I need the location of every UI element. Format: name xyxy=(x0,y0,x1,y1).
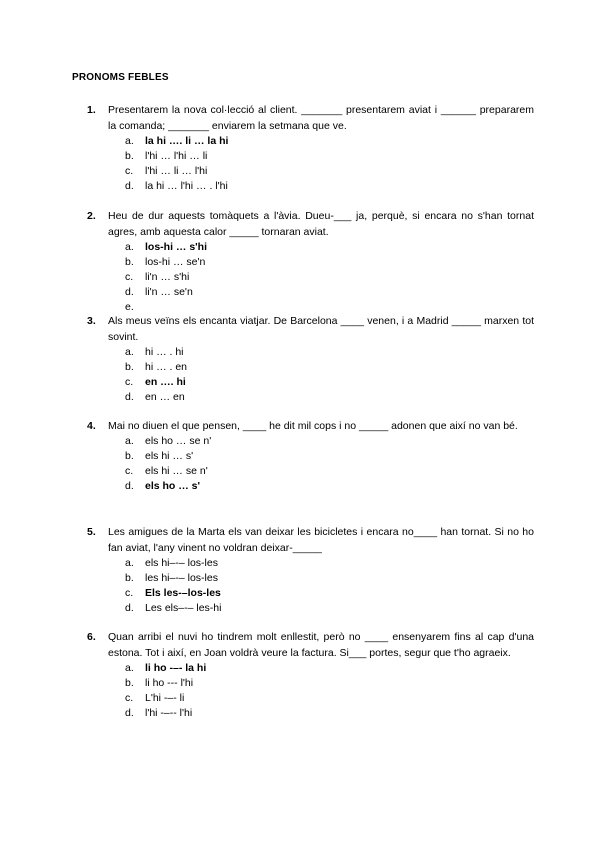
option-b[interactable] xyxy=(125,255,534,270)
option-text: en …. hi xyxy=(145,376,186,388)
option-letter: d. xyxy=(125,602,134,614)
option-list xyxy=(125,661,534,721)
question-number: 3. xyxy=(87,315,96,327)
option-text: li'n … se'n xyxy=(145,286,193,298)
question-text: Les amigues de la Marta els van deixar les bicicletes i encara no____ han tornat. Si no ho fan aviat, l'any vinent no voldran deixar-_____ xyxy=(108,526,534,554)
option-b[interactable] xyxy=(125,449,534,464)
question-number: 4. xyxy=(87,420,96,432)
option-letter: b. xyxy=(125,572,134,584)
option-c[interactable] xyxy=(125,691,534,706)
option-b[interactable] xyxy=(125,571,534,586)
option-list xyxy=(125,345,534,405)
option-d[interactable] xyxy=(125,390,534,405)
question-number: 6. xyxy=(87,631,96,643)
option-c[interactable] xyxy=(125,375,534,390)
option-text: l'hi -–-- l'hi xyxy=(145,707,193,719)
option-text: la hi … l'hi … . l'hi xyxy=(145,180,228,192)
option-text: hi … . en xyxy=(145,361,188,373)
question-text: Als meus veïns els encanta viatjar. De Barcelona ____ venen, i a Madrid _____ marxen tot sovint. xyxy=(108,315,534,343)
option-a[interactable] xyxy=(125,240,534,255)
question-number: 1. xyxy=(87,104,96,116)
option-letter: b. xyxy=(125,450,134,462)
option-text: L'hi -–- li xyxy=(145,692,185,704)
option-letter: c. xyxy=(125,465,134,477)
option-letter: d. xyxy=(125,480,134,492)
option-a[interactable] xyxy=(125,134,534,149)
option-letter: c. xyxy=(125,587,134,599)
question-6 xyxy=(87,629,534,721)
question-text: Quan arribi el nuvi ho tindrem molt enllestit, però no ____ ensenyarem fins al cap d'una estona. Tot i així, en Joan voldrà veure la factura. Si___ portes, segur que t'ho agraeix. xyxy=(108,631,534,659)
option-text: els ho … se n' xyxy=(145,435,212,447)
option-letter: a. xyxy=(125,557,134,569)
question-number: 2. xyxy=(87,210,96,222)
option-text: li'n … s'hi xyxy=(145,271,190,283)
option-a[interactable] xyxy=(125,434,534,449)
option-letter: c. xyxy=(125,692,134,704)
question-4 xyxy=(87,418,534,494)
option-list xyxy=(125,434,534,494)
option-text: los-hi … s'hi xyxy=(145,241,208,253)
option-letter: c. xyxy=(125,376,134,388)
option-text: l'hi … li … l'hi xyxy=(145,165,208,177)
option-text: li ho -–- la hi xyxy=(145,662,207,674)
option-letter: a. xyxy=(125,346,134,358)
question-number: 5. xyxy=(87,526,96,538)
question-2 xyxy=(87,208,534,315)
option-text: els hi … se n' xyxy=(145,465,208,477)
option-d[interactable] xyxy=(125,601,534,616)
option-letter: b. xyxy=(125,256,134,268)
option-letter: c. xyxy=(125,165,134,177)
question-3 xyxy=(87,313,534,405)
option-a[interactable] xyxy=(125,556,534,571)
option-text: els hi … s' xyxy=(145,450,194,462)
option-text: hi … . hi xyxy=(145,346,184,358)
option-a[interactable] xyxy=(125,661,534,676)
option-text: la hi …. li … la hi xyxy=(145,135,229,147)
option-text: los-hi … se'n xyxy=(145,256,206,268)
option-d[interactable] xyxy=(125,179,534,194)
option-list xyxy=(125,556,534,616)
option-letter: b. xyxy=(125,361,134,373)
option-letter: b. xyxy=(125,677,134,689)
option-text: Les els–-– les-hi xyxy=(145,602,222,614)
option-letter: a. xyxy=(125,662,134,674)
option-letter: e. xyxy=(125,301,134,313)
option-d[interactable] xyxy=(125,706,534,721)
option-d[interactable] xyxy=(125,479,534,494)
option-c[interactable] xyxy=(125,270,534,285)
option-list xyxy=(125,134,534,194)
option-b[interactable] xyxy=(125,149,534,164)
option-letter: d. xyxy=(125,286,134,298)
page-title: PRONOMS FEBLES xyxy=(72,72,169,83)
option-text: les hi–-– los-les xyxy=(145,572,218,584)
option-d[interactable] xyxy=(125,285,534,300)
option-text: Els les-–los-les xyxy=(145,587,221,599)
option-text: l'hi … l'hi … li xyxy=(145,150,208,162)
option-c[interactable] xyxy=(125,164,534,179)
option-letter: a. xyxy=(125,435,134,447)
question-text: Mai no diuen el que pensen, ____ he dit mil cops i no _____ adonen que així no van bé. xyxy=(108,420,518,432)
option-text: en … en xyxy=(145,391,185,403)
option-b[interactable] xyxy=(125,360,534,375)
option-text: li ho --- l'hi xyxy=(145,677,194,689)
question-5 xyxy=(87,524,534,616)
option-letter: a. xyxy=(125,241,134,253)
option-letter: d. xyxy=(125,707,134,719)
option-text: els ho … s' xyxy=(145,480,201,492)
option-b[interactable] xyxy=(125,676,534,691)
option-c[interactable] xyxy=(125,586,534,601)
option-letter: d. xyxy=(125,391,134,403)
question-text: Presentarem la nova col·lecció al client. _______ presentarem aviat i ______ prepararem la comanda; _______ enviarem la setmana que ve. xyxy=(108,104,534,132)
option-letter: a. xyxy=(125,135,134,147)
option-list xyxy=(125,240,534,315)
option-a[interactable] xyxy=(125,345,534,360)
option-c[interactable] xyxy=(125,464,534,479)
question-text: Heu de dur aquests tomàquets a l'àvia. Dueu-___ ja, perquè, si encara no s'han tornat agres, amb aquesta calor _____ tornaran aviat. xyxy=(108,210,534,238)
option-text: els hi–-– los-les xyxy=(145,557,218,569)
option-letter: c. xyxy=(125,271,134,283)
option-letter: b. xyxy=(125,150,134,162)
option-letter: d. xyxy=(125,180,134,192)
question-1 xyxy=(87,102,534,194)
